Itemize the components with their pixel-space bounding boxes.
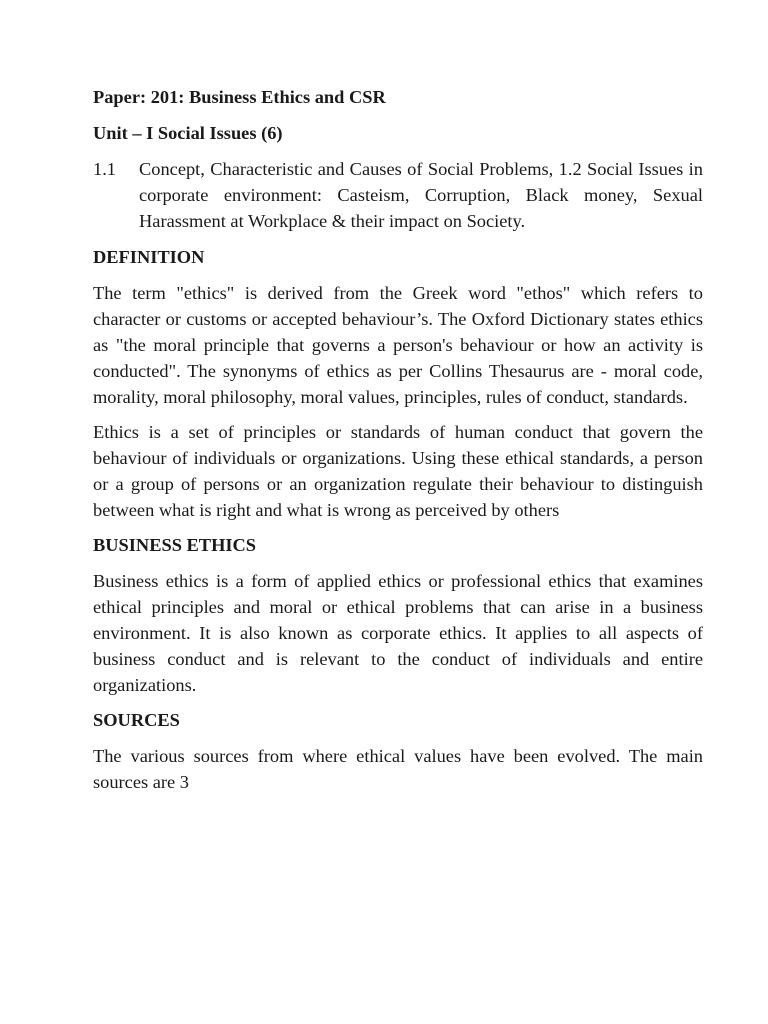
section-heading-definition: DEFINITION (93, 247, 205, 267)
business-ethics-paragraph: Business ethics is a form of applied ethics or professional ethics that examines ethical principles and moral or ethical problems that can arise in a business environment. It is also known as corporate ethics. It applies to all aspects of business conduct and is relevant to the conduct of individuals and entire organizations. (93, 571, 703, 695)
syllabus-text: Concept, Characteristic and Causes of Social Problems, 1.2 Social Issues in corporate environment: Casteism, Corruption, Black money, Sexual Harassment at Workplace & their impact on Society. (139, 159, 703, 231)
syllabus-number: 1.1 (93, 159, 116, 179)
definition-paragraph-2: Ethics is a set of principles or standards of human conduct that govern the behaviour of individuals or organizations. Using these ethical standards, a person or a group of persons or an organization regulate their behaviour to distinguish between what is right and what is wrong as perceived by others (93, 422, 703, 520)
document-page (93, 84, 703, 804)
section-heading-business-ethics: BUSINESS ETHICS (93, 535, 257, 555)
syllabus-item (93, 156, 703, 234)
sources-paragraph: The various sources from where ethical values have been evolved. The main sources are 3 (93, 746, 703, 792)
unit-title: Unit – I Social Issues (6) (93, 123, 283, 143)
paper-title: Paper: 201: Business Ethics and CSR (93, 87, 386, 107)
definition-paragraph-1: The term "ethics" is derived from the Greek word "ethos" which refers to character or customs or accepted behaviour’s. The Oxford Dictionary states ethics as "the moral principle that governs a person's behaviour or how an activity is conducted". The synonyms of ethics as per Collins Thesaurus are - moral code, morality, moral philosophy, moral values, principles, rules of conduct, standards. (93, 283, 703, 407)
section-heading-sources: SOURCES (93, 710, 180, 730)
